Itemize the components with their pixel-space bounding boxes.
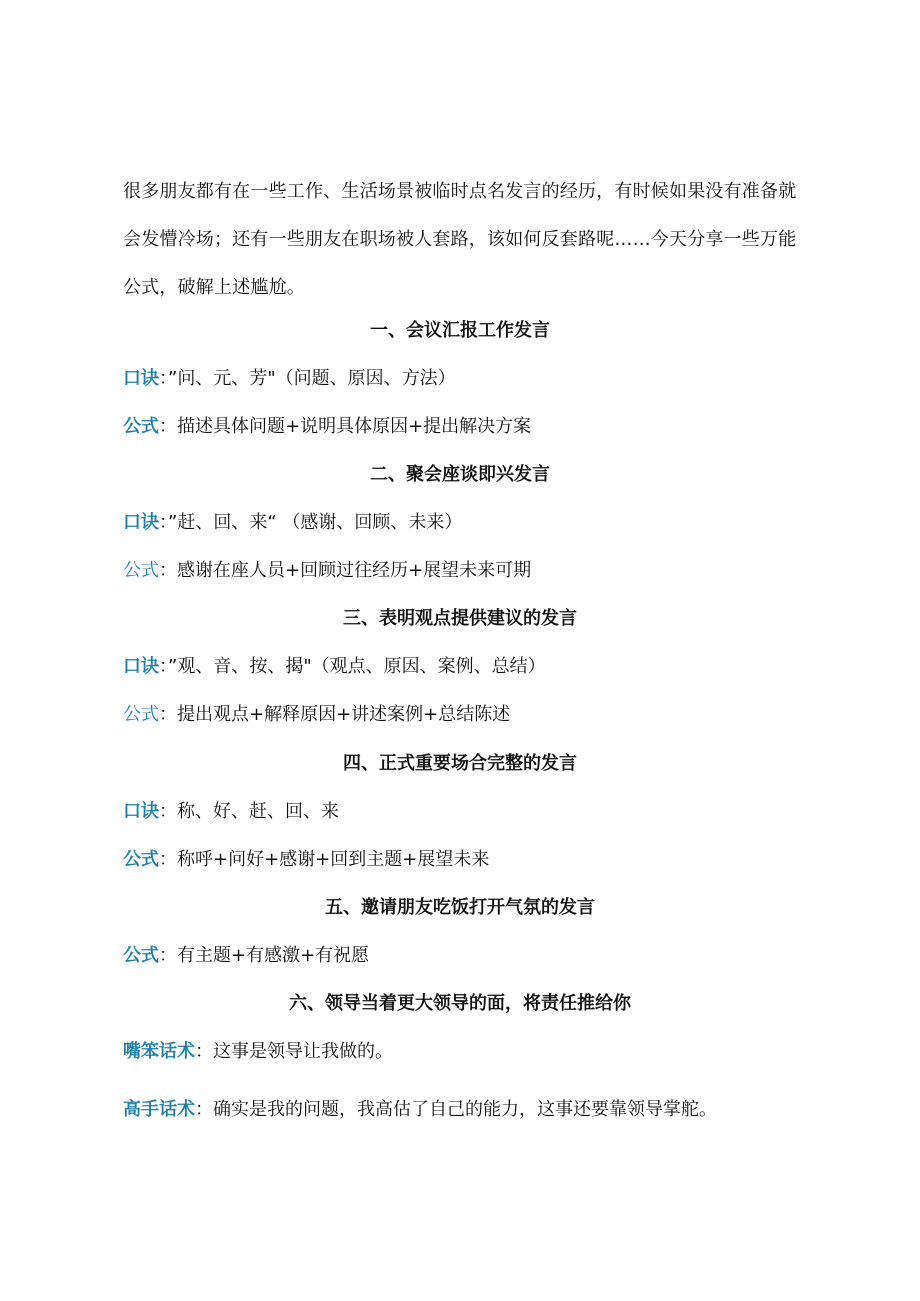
formula-text: ：有主题+有感激+有祝愿 <box>159 945 370 966</box>
section-1-heading: 一、会议汇报工作发言 <box>370 320 550 341</box>
formula-label: 公式 <box>123 945 159 966</box>
section-6-clumsy-reply <box>123 1039 393 1065</box>
intro-paragraph: 很多朋友都有在一些工作、生活场景被临时点名发言的经历，有时候如果没有准备就会发懵冷场；还有一些朋友在职场被人套路，该如何反套路呢……今天分享一些万能公式，破解上述尴尬。 <box>123 181 797 298</box>
clumsy-reply-label: 嘴笨话术 <box>123 1041 195 1062</box>
formula-text: ：感谢在座人员+回顾过往经历+展望未来可期 <box>159 560 532 581</box>
section-4-mnemonic <box>123 799 339 825</box>
formula-text: ：提出观点+解释原因+讲述案例+总结陈述 <box>159 704 511 725</box>
mnemonic-text: ：”问、元、芳"（问题、原因、方法） <box>159 368 456 389</box>
mnemonic-text: ：”赶、回、来“ （感谢、回顾、未来） <box>159 512 463 533</box>
expert-reply-text: ：确实是我的问题，我高估了自己的能力，这事还要靠领导掌舵。 <box>195 1099 717 1120</box>
mnemonic-label: 口诀 <box>123 368 159 389</box>
section-6-expert-reply <box>123 1097 717 1123</box>
section-1-mnemonic <box>123 366 456 392</box>
section-2-mnemonic <box>123 510 462 536</box>
section-4-heading: 四、正式重要场合完整的发言 <box>343 753 577 774</box>
mnemonic-label: 口诀 <box>123 512 159 533</box>
mnemonic-label: 口诀 <box>123 801 159 822</box>
section-6-heading: 六、领导当着更大领导的面，将责任推给你 <box>289 993 631 1014</box>
formula-label: 公式 <box>123 849 159 870</box>
formula-label: 公式 <box>123 416 159 437</box>
section-3-heading: 三、表明观点提供建议的发言 <box>343 608 577 629</box>
section-3-mnemonic <box>123 654 546 680</box>
mnemonic-text: ：称、好、赶、回、来 <box>159 801 339 822</box>
section-5-formula <box>123 943 369 969</box>
clumsy-reply-text: ：这事是领导让我做的。 <box>195 1041 393 1062</box>
section-3-formula <box>123 702 510 728</box>
formula-label: 公式 <box>123 704 159 725</box>
formula-text: ：称呼+问好+感谢+回到主题+展望未来 <box>159 849 490 870</box>
formula-text: ：描述具体问题+说明具体原因+提出解决方案 <box>159 416 532 437</box>
section-5-heading: 五、邀请朋友吃饭打开气氛的发言 <box>325 897 595 918</box>
section-4-formula <box>123 847 489 873</box>
formula-label: 公式 <box>123 560 159 581</box>
section-2-heading: 二、聚会座谈即兴发言 <box>370 464 550 485</box>
section-2-formula <box>123 558 531 584</box>
section-1-formula <box>123 414 531 440</box>
mnemonic-label: 口诀 <box>123 656 159 677</box>
mnemonic-text: ：”观、音、按、揭"（观点、原因、案例、总结） <box>159 656 546 677</box>
expert-reply-label: 高手话术 <box>123 1099 195 1120</box>
